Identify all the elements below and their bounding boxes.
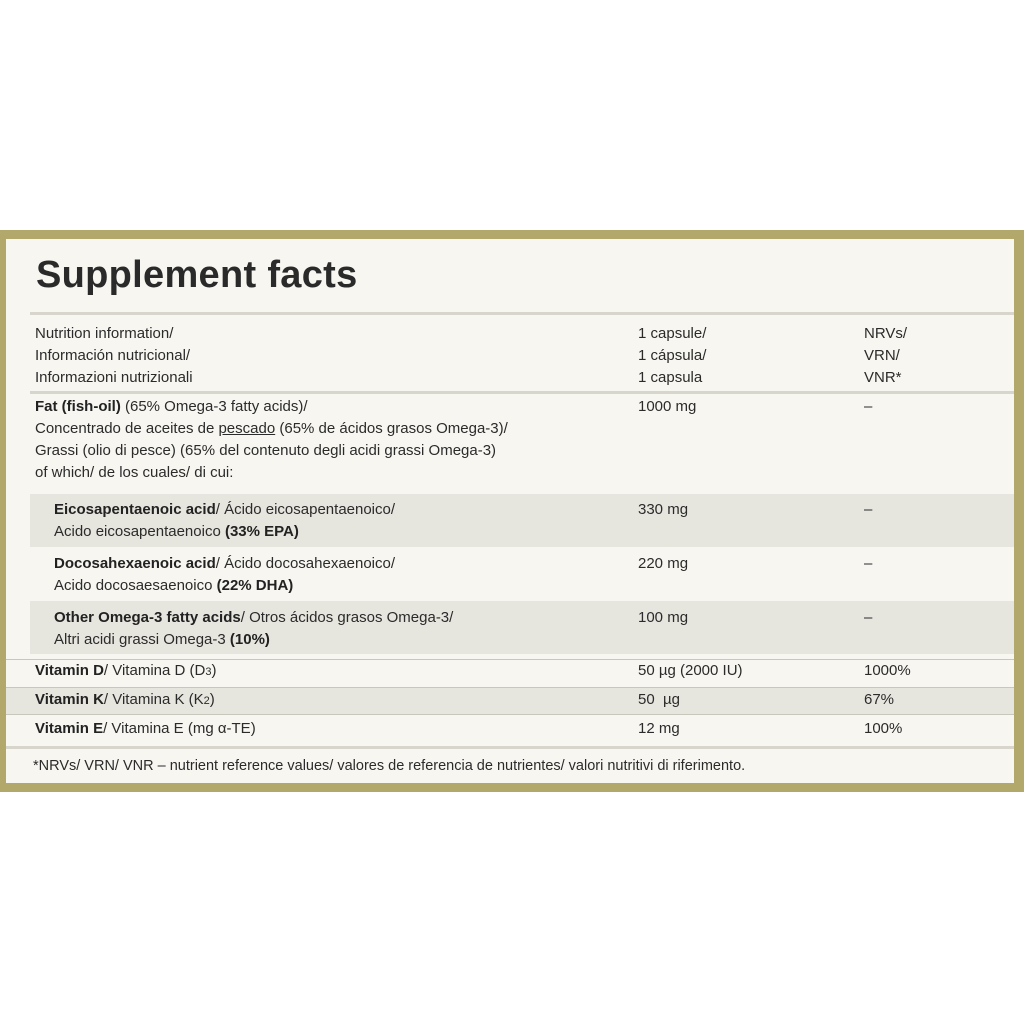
title-rule [30,312,1014,315]
vitamin-k-nrv: 67% [864,691,895,708]
dha-nrv: – [864,555,873,572]
header-rule [30,391,1014,394]
vitamin-k-amount: 50 µg [638,691,681,708]
page-title: Supplement facts [36,254,358,296]
supplement-facts-panel [0,230,1024,792]
footnote: *NRVs/ VRN/ VNR – nutrient reference values/ valores de referencia de nutrientes/ valori nutritivi di riferimento. [33,758,746,774]
other-nrv: – [864,609,873,626]
vitamin-e-amount: 12 mg [638,720,680,737]
dha-row-label: Docosahexaenoic acid/ Ácido docosahexaenoico/ Acido docosaesaenoico (22% DHA) [54,555,396,594]
epa-row-label: Eicosapentaenoic acid/ Ácido eicosapentaenoico/ Acido eicosapentaenoico (33% EPA) [54,501,396,540]
fat-row-label: Fat (fish-oil) (65% Omega-3 fatty acids)/ Concentrado de aceites de pescado (65% de ácidos grasos Omega-3)/ Grassi (olio di pesce) (65% del contenuto degli acidi grassi Omega-3) of which/ de los cuales/ di cui: [35,398,508,481]
row-rule [6,714,1014,715]
epa-amount: 330 mg [638,501,689,518]
vitamin-e-label: Vitamin E/ Vitamina E (mg α-TE) [35,720,256,737]
dha-amount: 220 mg [638,555,689,572]
header-per-capsule: 1 capsule/ 1 cápsula/ 1 capsula [638,325,707,386]
header-nrv: NRVs/ VRN/ VNR* [864,325,908,386]
other-row-label: Other Omega-3 fatty acids/ Otros ácidos grasos Omega-3/ Altri acidi grassi Omega-3 (10%) [54,609,454,648]
footer-rule [6,746,1014,749]
vitamin-d-nrv: 1000% [864,662,911,679]
vitamin-e-nrv: 100% [864,720,903,737]
vitamin-d-amount: 50 µg (2000 IU) [638,662,743,679]
vitamin-d-label: Vitamin D/ Vitamina D (D3) [35,662,217,679]
other-amount: 100 mg [638,609,689,626]
row-rule [6,687,1014,688]
vitamin-k-label: Vitamin K/ Vitamina K (K2) [35,691,215,708]
fat-amount: 1000 mg [638,398,697,415]
fat-nrv: – [864,398,873,415]
epa-nrv: – [864,501,873,518]
header-info: Nutrition information/ Información nutricional/ Informazioni nutrizionali [35,325,193,386]
supplement-facts-table [6,239,1014,783]
